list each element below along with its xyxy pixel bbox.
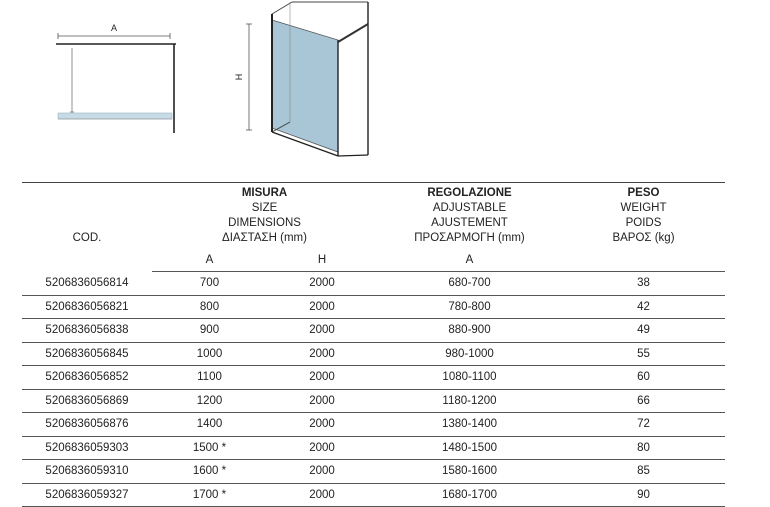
elevation-view-drawing <box>234 2 368 156</box>
weight-cell: 66 <box>562 389 725 413</box>
product-spec-table <box>22 182 725 507</box>
size-a-cell: 1400 <box>152 413 267 437</box>
table-row <box>22 413 725 437</box>
table-row <box>22 436 725 460</box>
table-row <box>22 342 725 366</box>
weight-cell: 90 <box>562 483 725 507</box>
peso-title: PESO <box>627 187 660 199</box>
adjust-cell: 1680-1700 <box>377 483 562 507</box>
size-h-cell: 2000 <box>267 366 377 390</box>
weight-cell: 55 <box>562 342 725 366</box>
size-a-cell: 1100 <box>152 366 267 390</box>
cod-cell: 5206836056845 <box>22 342 152 366</box>
misura-line-en: SIZE <box>251 202 278 214</box>
size-h-cell: 2000 <box>267 319 377 343</box>
adjust-a-subheader: A <box>377 249 562 272</box>
misura-line-gr: ΔΙΑΣΤΑΣΗ (mm) <box>222 232 307 244</box>
size-a-cell: 1600 * <box>152 460 267 484</box>
regolazione-line-en: ADJUSTABLE <box>432 202 507 214</box>
misura-title: MISURA <box>241 187 288 199</box>
size-a-cell: 700 <box>152 272 267 296</box>
size-h-subheader: H <box>267 249 377 272</box>
size-h-cell: 2000 <box>267 460 377 484</box>
adjust-cell: 1180-1200 <box>377 389 562 413</box>
technical-drawings <box>0 0 770 180</box>
cod-cell: 5206836056876 <box>22 413 152 437</box>
size-h-cell: 2000 <box>267 272 377 296</box>
cod-cell: 5206836056821 <box>22 295 152 319</box>
size-a-subheader: A <box>152 249 267 272</box>
regolazione-title: REGOLAZIONE <box>427 187 512 199</box>
size-a-cell: 1200 <box>152 389 267 413</box>
peso-line-en: WEIGHT <box>620 202 667 214</box>
adjust-cell: 680-700 <box>377 272 562 296</box>
misura-header <box>152 183 377 249</box>
size-h-cell: 2000 <box>267 413 377 437</box>
peso-header <box>562 183 725 249</box>
cod-header-label: COD. <box>72 232 102 245</box>
adjust-cell: 1380-1400 <box>377 413 562 437</box>
cod-cell: 5206836059327 <box>22 483 152 507</box>
size-a-cell: 1700 * <box>152 483 267 507</box>
size-h-cell: 2000 <box>267 483 377 507</box>
regolazione-header <box>377 183 562 249</box>
weight-cell: 80 <box>562 436 725 460</box>
size-a-cell: 800 <box>152 295 267 319</box>
cod-cell: 5206836056869 <box>22 389 152 413</box>
table-row <box>22 366 725 390</box>
weight-cell: 42 <box>562 295 725 319</box>
adjust-cell: 980-1000 <box>377 342 562 366</box>
weight-cell: 60 <box>562 366 725 390</box>
regolazione-line-gr: ΠΡΟΣΑΡΜΟΓΗ (mm) <box>414 232 525 244</box>
cod-cell: 5206836059303 <box>22 436 152 460</box>
adjust-cell: 780-800 <box>377 295 562 319</box>
table-row <box>22 319 725 343</box>
size-h-cell: 2000 <box>267 389 377 413</box>
table-row <box>22 389 725 413</box>
peso-line-gr: ΒΑΡΟΣ (kg) <box>612 232 675 244</box>
weight-cell: 72 <box>562 413 725 437</box>
elevation-dimension-h-label: H <box>234 73 244 81</box>
adjust-cell: 1480-1500 <box>377 436 562 460</box>
size-a-cell: 1000 <box>152 342 267 366</box>
size-a-cell: 900 <box>152 319 267 343</box>
table-header-row <box>22 183 725 249</box>
table-row <box>22 483 725 507</box>
adjust-cell: 1080-1100 <box>377 366 562 390</box>
table-row <box>22 295 725 319</box>
misura-line-fr: DIMENSIONS <box>228 217 301 229</box>
size-h-cell: 2000 <box>267 342 377 366</box>
table-row <box>22 272 725 296</box>
cod-cell: 5206836056852 <box>22 366 152 390</box>
cod-cell: 5206836056814 <box>22 272 152 296</box>
weight-cell: 85 <box>562 460 725 484</box>
adjust-cell: 1580-1600 <box>377 460 562 484</box>
plan-dimension-a-label: A <box>110 23 118 33</box>
cod-cell: 5206836056838 <box>22 319 152 343</box>
plan-view-drawing <box>56 23 176 133</box>
weight-subheader-empty <box>562 249 725 272</box>
table-row <box>22 460 725 484</box>
size-h-cell: 2000 <box>267 436 377 460</box>
regolazione-line-fr: AJUSTEMENT <box>431 217 508 229</box>
cod-header <box>22 183 152 272</box>
size-a-cell: 1500 * <box>152 436 267 460</box>
peso-line-fr: POIDS <box>625 217 662 229</box>
weight-cell: 38 <box>562 272 725 296</box>
table-body <box>22 272 725 507</box>
adjust-cell: 880-900 <box>377 319 562 343</box>
size-h-cell: 2000 <box>267 295 377 319</box>
cod-cell: 5206836059310 <box>22 460 152 484</box>
weight-cell: 49 <box>562 319 725 343</box>
